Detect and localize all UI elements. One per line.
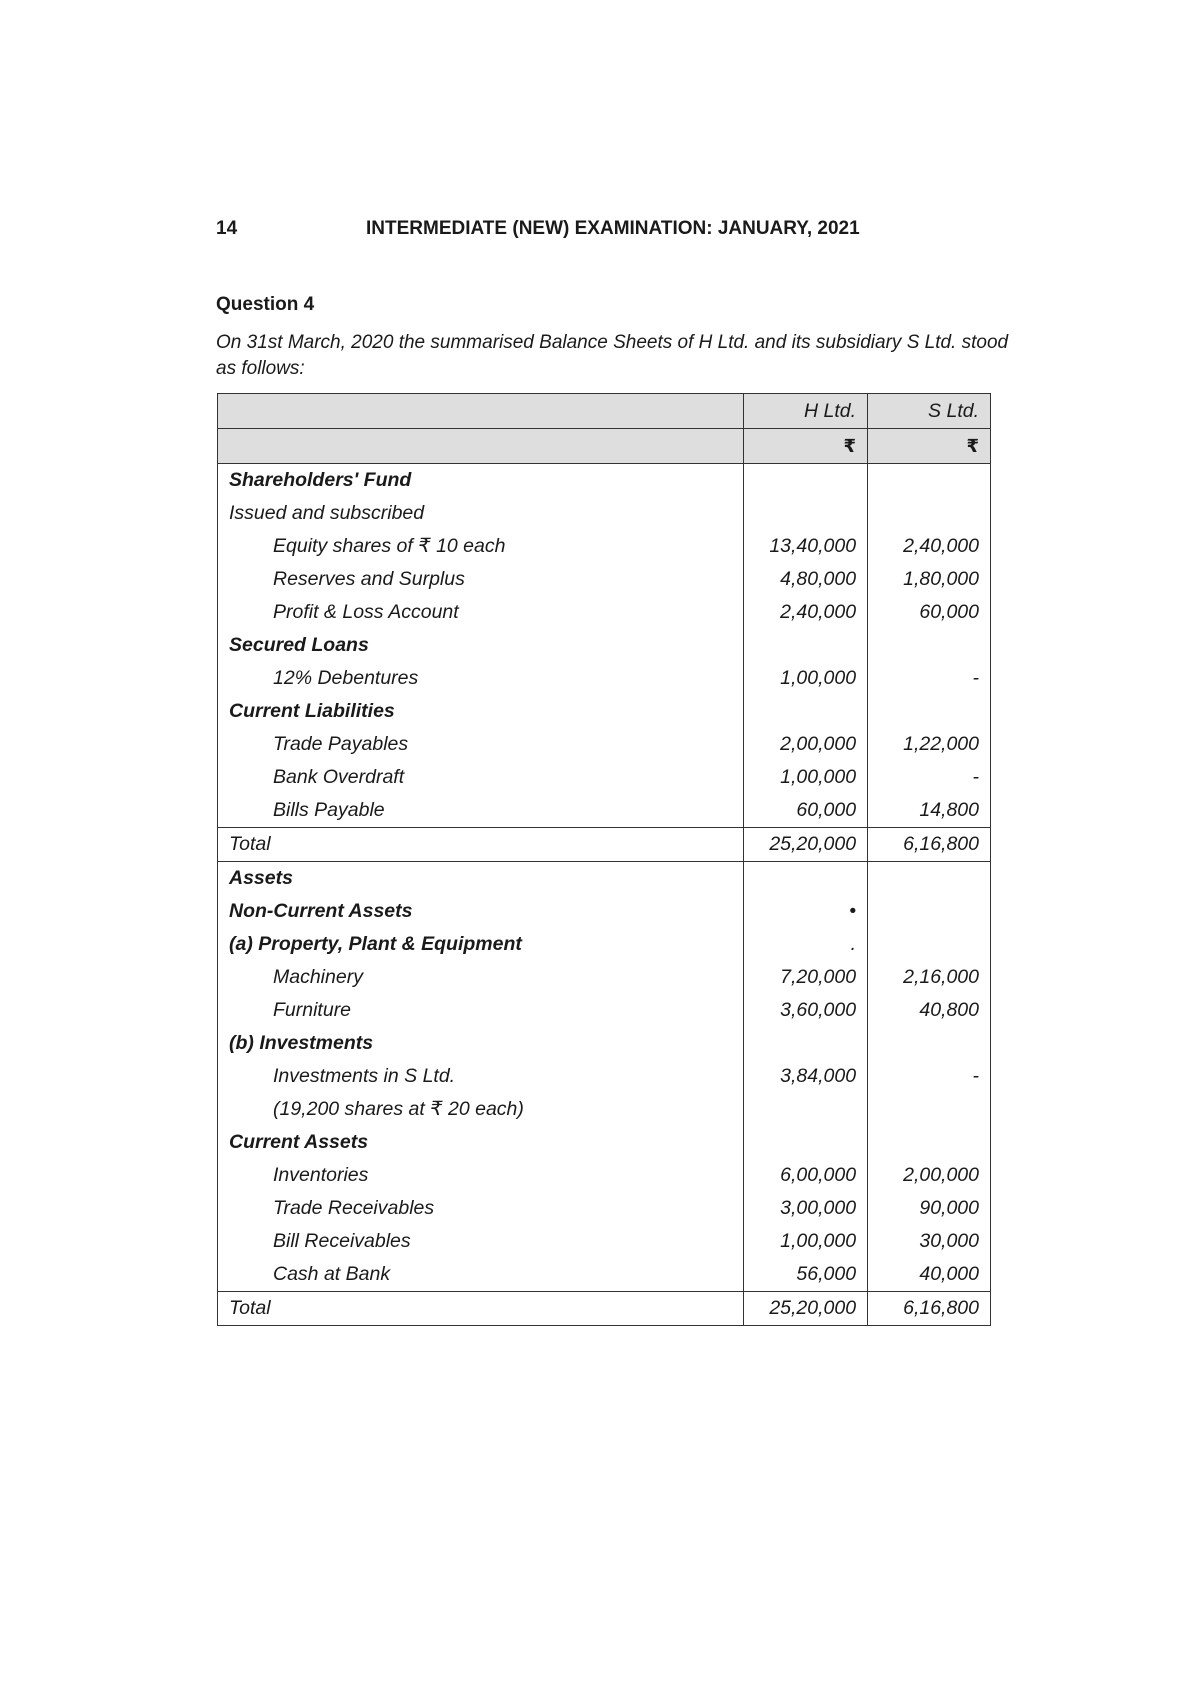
h-value xyxy=(743,464,867,498)
s-value xyxy=(868,928,991,961)
row-label: 12% Debentures xyxy=(218,662,744,695)
s-value xyxy=(868,695,991,728)
row-label: (a) Property, Plant & Equipment xyxy=(218,928,744,961)
row-label: Bill Receivables xyxy=(218,1225,744,1258)
s-value xyxy=(868,464,991,498)
table-row xyxy=(218,1159,991,1192)
question-intro: On 31st March, 2020 the summarised Balance Sheets of H Ltd. and its subsidiary S Ltd. stood as follows: xyxy=(216,332,1009,379)
currency-row xyxy=(218,429,991,464)
table-row xyxy=(218,1192,991,1225)
exam-title: INTERMEDIATE (NEW) EXAMINATION: JANUARY, 2021 xyxy=(366,218,860,239)
row-label: Investments in S Ltd. xyxy=(218,1060,744,1093)
table-row xyxy=(218,1258,991,1292)
total-row xyxy=(218,1292,991,1326)
total-row xyxy=(218,828,991,862)
h-value: • xyxy=(743,895,867,928)
row-label: Furniture xyxy=(218,994,744,1027)
table-row xyxy=(218,695,991,728)
header-blank-cell xyxy=(218,394,744,429)
col-s-ltd-header: S Ltd. xyxy=(868,394,991,429)
h-value: 1,00,000 xyxy=(743,761,867,794)
s-value: 2,16,000 xyxy=(868,961,991,994)
s-value xyxy=(868,895,991,928)
h-value xyxy=(743,629,867,662)
table-row xyxy=(218,497,991,530)
table-row xyxy=(218,1093,991,1126)
s-value: 6,16,800 xyxy=(868,1292,991,1326)
h-value xyxy=(743,695,867,728)
s-value xyxy=(868,1093,991,1126)
s-value xyxy=(868,629,991,662)
question-title: Question 4 xyxy=(216,294,315,315)
row-label: Trade Payables xyxy=(218,728,744,761)
page-header xyxy=(216,218,866,240)
h-value: 6,00,000 xyxy=(743,1159,867,1192)
h-value xyxy=(743,1027,867,1060)
s-value: 40,000 xyxy=(868,1258,991,1292)
currency-s xyxy=(868,429,991,464)
h-value: 7,20,000 xyxy=(743,961,867,994)
row-label: Non-Current Assets xyxy=(218,895,744,928)
table-row xyxy=(218,1126,991,1159)
s-value: 2,40,000 xyxy=(868,530,991,563)
table-row xyxy=(218,961,991,994)
s-value xyxy=(868,1027,991,1060)
s-value xyxy=(868,862,991,896)
h-value: 4,80,000 xyxy=(743,563,867,596)
s-value: 30,000 xyxy=(868,1225,991,1258)
h-value: 25,20,000 xyxy=(743,1292,867,1326)
h-value: 1,00,000 xyxy=(743,1225,867,1258)
h-value xyxy=(743,862,867,896)
h-value: . xyxy=(743,928,867,961)
row-label: Cash at Bank xyxy=(218,1258,744,1292)
row-label: Current Assets xyxy=(218,1126,744,1159)
table-row xyxy=(218,994,991,1027)
s-value xyxy=(868,497,991,530)
row-label: (19,200 shares at ₹ 20 each) xyxy=(218,1093,744,1126)
row-label: Assets xyxy=(218,862,744,896)
row-label: Current Liabilities xyxy=(218,695,744,728)
col-h-ltd-header: H Ltd. xyxy=(743,394,867,429)
s-value: 60,000 xyxy=(868,596,991,629)
table-row xyxy=(218,895,991,928)
table-row xyxy=(218,464,991,498)
table-row xyxy=(218,1225,991,1258)
h-value: 3,84,000 xyxy=(743,1060,867,1093)
table-row xyxy=(218,596,991,629)
h-value: 1,00,000 xyxy=(743,662,867,695)
row-label: Total xyxy=(218,828,744,862)
row-label: Bills Payable xyxy=(218,794,744,828)
row-label: Trade Receivables xyxy=(218,1192,744,1225)
h-value: 2,40,000 xyxy=(743,596,867,629)
table-row xyxy=(218,1060,991,1093)
balance-sheet-table xyxy=(217,393,991,1326)
row-label: Secured Loans xyxy=(218,629,744,662)
row-label: Machinery xyxy=(218,961,744,994)
h-value: 56,000 xyxy=(743,1258,867,1292)
s-value: 14,800 xyxy=(868,794,991,828)
table-row xyxy=(218,662,991,695)
h-value xyxy=(743,1126,867,1159)
page-number: 14 xyxy=(216,218,238,239)
s-value: 40,800 xyxy=(868,994,991,1027)
table-row xyxy=(218,728,991,761)
rupee-symbol: ₹ xyxy=(966,435,979,456)
table-row xyxy=(218,761,991,794)
row-label: Bank Overdraft xyxy=(218,761,744,794)
s-value: - xyxy=(868,1060,991,1093)
row-label: Shareholders' Fund xyxy=(218,464,744,498)
s-value: 1,22,000 xyxy=(868,728,991,761)
column-header-row xyxy=(218,394,991,429)
s-value: 2,00,000 xyxy=(868,1159,991,1192)
rupee-symbol: ₹ xyxy=(843,435,857,456)
table-row xyxy=(218,862,991,896)
h-value: 3,00,000 xyxy=(743,1192,867,1225)
row-label: Profit & Loss Account xyxy=(218,596,744,629)
h-value: 3,60,000 xyxy=(743,994,867,1027)
row-label: Total xyxy=(218,1292,744,1326)
s-value: 6,16,800 xyxy=(868,828,991,862)
row-label: Issued and subscribed xyxy=(218,497,744,530)
s-value: 1,80,000 xyxy=(868,563,991,596)
header-blank-cell xyxy=(218,429,744,464)
s-value: - xyxy=(868,662,991,695)
s-value: - xyxy=(868,761,991,794)
h-value: 25,20,000 xyxy=(743,828,867,862)
table-row xyxy=(218,794,991,828)
s-value: 90,000 xyxy=(868,1192,991,1225)
h-value: 60,000 xyxy=(743,794,867,828)
row-label: Equity shares of ₹ 10 each xyxy=(218,530,744,563)
table-row xyxy=(218,1027,991,1060)
currency-h xyxy=(743,429,867,464)
row-label: (b) Investments xyxy=(218,1027,744,1060)
h-value: 2,00,000 xyxy=(743,728,867,761)
table-row xyxy=(218,629,991,662)
table-row xyxy=(218,530,991,563)
table-row xyxy=(218,563,991,596)
s-value xyxy=(868,1126,991,1159)
h-value xyxy=(743,497,867,530)
h-value xyxy=(743,1093,867,1126)
table-row xyxy=(218,928,991,961)
row-label: Inventories xyxy=(218,1159,744,1192)
h-value: 13,40,000 xyxy=(743,530,867,563)
row-label: Reserves and Surplus xyxy=(218,563,744,596)
